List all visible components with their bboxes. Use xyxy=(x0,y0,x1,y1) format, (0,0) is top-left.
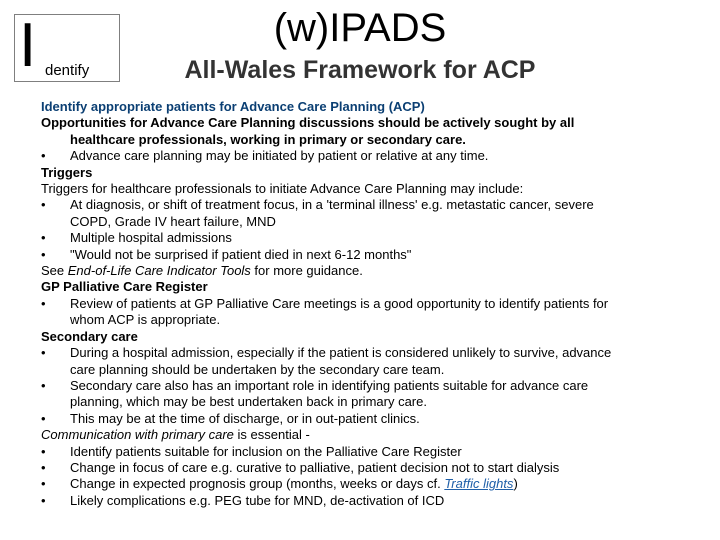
list-item-text: whom ACP is appropriate. xyxy=(70,312,221,328)
list-item xyxy=(41,411,681,427)
prognosis-prefix: Change in expected prognosis group (months, weeks or days cf. xyxy=(70,476,445,492)
opportunities-line: healthcare professionals, working in primary or secondary care. xyxy=(70,131,466,147)
logo-word: dentify xyxy=(45,62,90,79)
bullet-icon: • xyxy=(41,410,46,426)
list-item-text: At diagnosis, or shift of treatment focus, in a 'terminal illness' e.g. metastatic cancer, severe xyxy=(70,197,594,213)
page-title: (w)IPADS xyxy=(273,6,447,50)
list-item-text: Review of patients at GP Palliative Care meetings is a good opportunity to identify patients for xyxy=(70,295,609,311)
bullet-icon: • xyxy=(41,295,46,311)
prognosis-suffix: ) xyxy=(513,476,518,492)
bullet-icon: • xyxy=(41,246,46,262)
list-item xyxy=(41,148,681,164)
see-guidance xyxy=(41,263,681,279)
triggers-heading: Triggers xyxy=(41,164,93,180)
bullet-icon: • xyxy=(41,459,46,475)
section-heading: Identify appropriate patients for Advance Care Planning (ACP) xyxy=(41,99,425,114)
list-item-text: care planning should be undertaken by the secondary care team. xyxy=(70,361,445,377)
list-item-text: Change in focus of care e.g. curative to palliative, patient decision not to start dialysis xyxy=(70,459,560,475)
list-item-text: COPD, Grade IV heart failure, MND xyxy=(70,213,276,229)
see-suffix: for more guidance. xyxy=(250,263,363,279)
list-item-text: planning, which may be best undertaken back in primary care. xyxy=(70,394,427,410)
bullet-icon: • xyxy=(41,492,46,508)
communication-label: Communication with primary care xyxy=(41,427,234,443)
list-item xyxy=(41,345,681,378)
list-item-text: During a hospital admission, especially if the patient is considered unlikely to survive, advance xyxy=(70,345,612,361)
list-item-text: Likely complications e.g. PEG tube for MND, de-activation of ICD xyxy=(70,492,445,508)
list-item xyxy=(41,493,681,509)
list-item xyxy=(41,247,681,263)
list-item xyxy=(41,230,681,246)
list-item-text: This may be at the time of discharge, or in out-patient clinics. xyxy=(70,410,420,426)
bullet-icon: • xyxy=(41,148,46,164)
communication-intro xyxy=(41,427,681,443)
bullet-icon: • xyxy=(41,230,46,246)
bullet-icon: • xyxy=(41,197,46,213)
communication-suffix: is essential - xyxy=(233,427,310,443)
list-item-text: Identify patients suitable for inclusion on the Palliative Care Register xyxy=(70,443,462,459)
opportunities-paragraph xyxy=(41,115,681,148)
list-item-text xyxy=(70,476,681,492)
main-content xyxy=(41,99,681,509)
gp-heading: GP Palliative Care Register xyxy=(41,279,208,295)
list-item xyxy=(41,444,681,460)
page-subtitle: All-Wales Framework for ACP xyxy=(184,56,536,84)
list-item xyxy=(41,296,681,329)
list-item xyxy=(41,460,681,476)
secondary-heading: Secondary care xyxy=(41,328,138,344)
opportunities-line: Opportunities for Advance Care Planning discussions should be actively sought by all xyxy=(41,115,575,131)
see-prefix: See xyxy=(41,263,68,279)
list-item xyxy=(41,197,681,230)
bullet-icon: • xyxy=(41,345,46,361)
list-item-text: Advance care planning may be initiated by patient or relative at any time. xyxy=(70,148,489,164)
list-item-text: Multiple hospital admissions xyxy=(70,230,232,246)
bullet-icon: • xyxy=(41,377,46,393)
bullet-icon: • xyxy=(41,476,46,492)
list-item xyxy=(41,378,681,411)
tool-reference: End-of-Life Care Indicator Tools xyxy=(67,263,251,279)
triggers-intro: Triggers for healthcare professionals to initiate Advance Care Planning may include: xyxy=(41,181,524,197)
logo-letter: I xyxy=(19,11,37,80)
list-item-text: Secondary care also has an important role in identifying patients suitable for advance care xyxy=(70,377,589,393)
identify-logo xyxy=(14,11,120,82)
list-item xyxy=(41,476,681,492)
bullet-icon: • xyxy=(41,443,46,459)
list-item-text: "Would not be surprised if patient died in next 6-12 months" xyxy=(70,246,412,262)
traffic-lights-link[interactable]: Traffic lights xyxy=(444,476,514,492)
